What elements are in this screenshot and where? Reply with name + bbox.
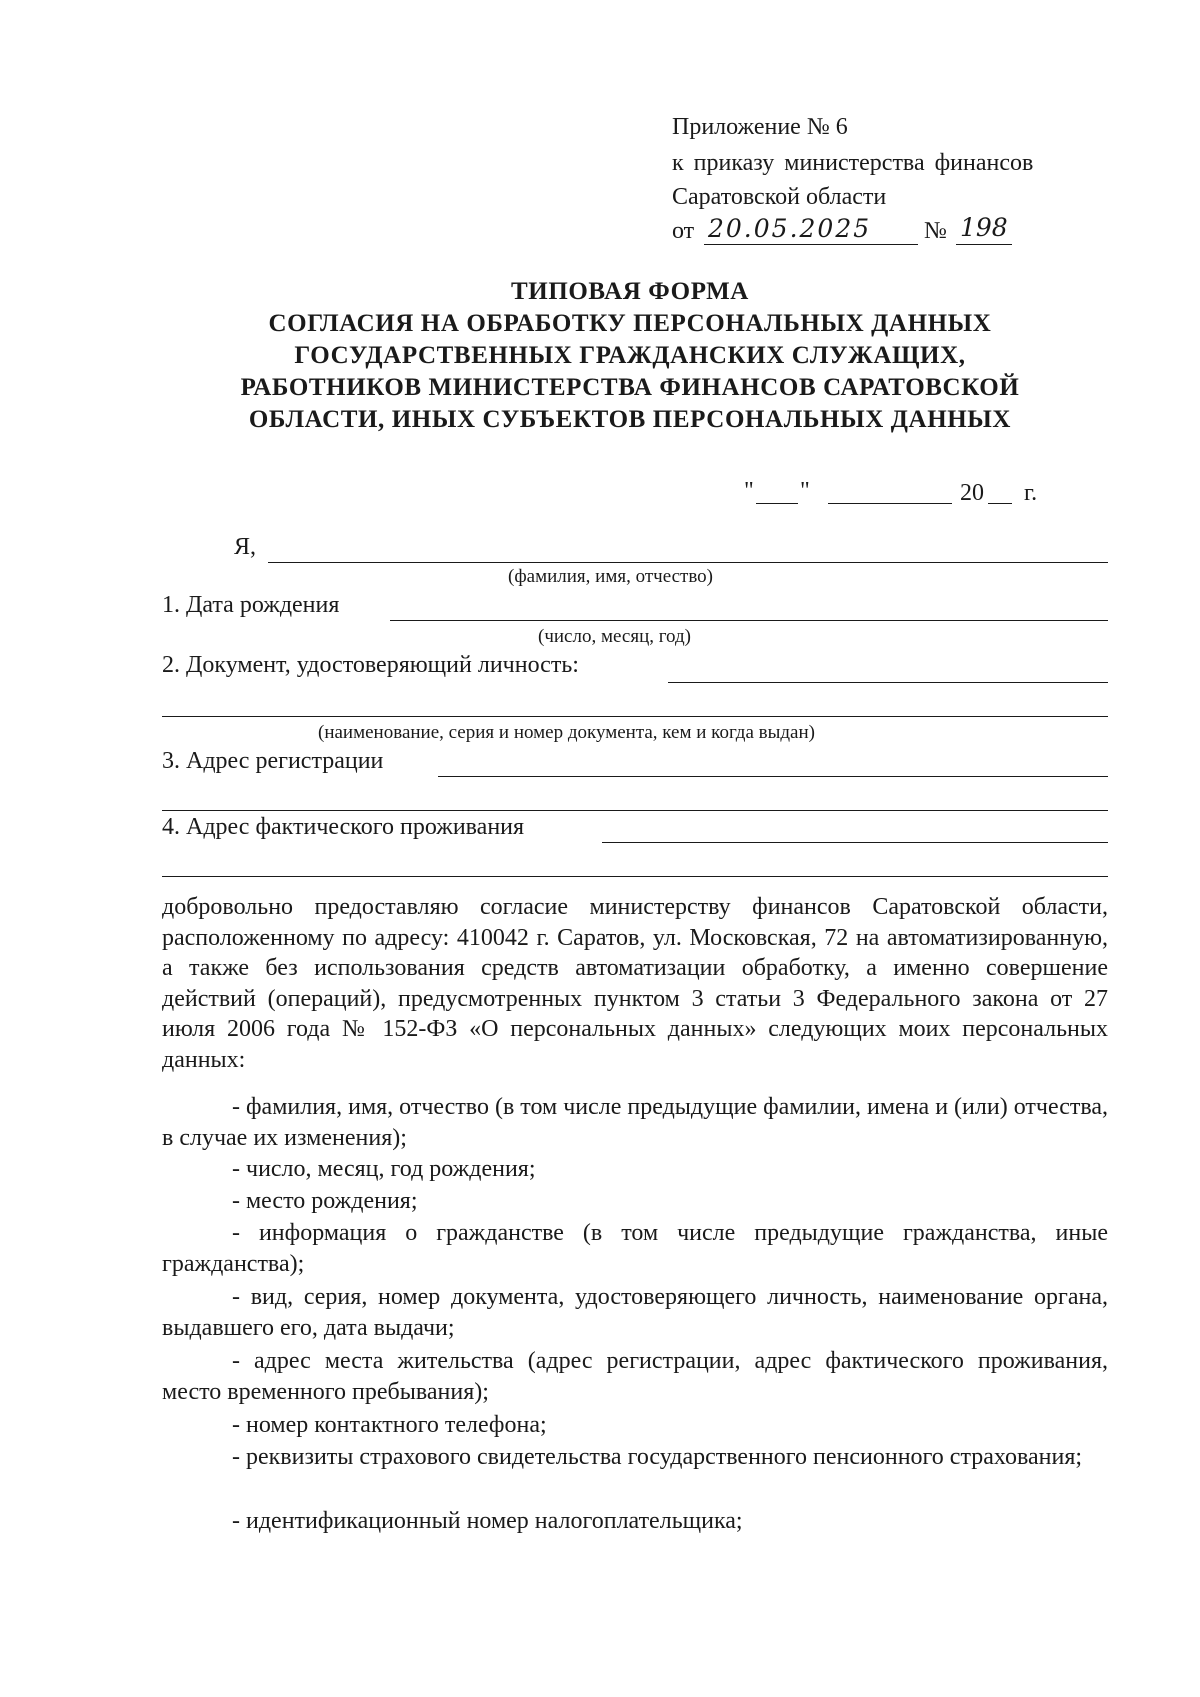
date-day-blank[interactable] [756,503,798,504]
registration-address-label: 3. Адрес регистрации [162,748,384,774]
appendix-order-line: к приказу министерства финансов [672,150,1034,176]
title-line-4: РАБОТНИКОВ МИНИСТЕРСТВА ФИНАНСОВ САРАТОВСКОЙ [240,374,1020,401]
birth-date-label: 1. Дата рождения [162,592,340,618]
list-item: - номер контактного телефона; [232,1412,547,1438]
date-year-blank[interactable] [988,503,1012,504]
list-item: - адрес места жительства (адрес регистрации, адрес фактического проживания, место временного пребывания); [162,1348,1108,1405]
i-label: Я, [234,534,257,560]
order-date-handwritten: 20.05.2025 [708,214,872,243]
list-item: - реквизиты страхового свидетельства государственного пенсионного страхования; [232,1444,1083,1470]
date-open-quote: " [744,478,754,504]
date-year-suffix: г. [1024,480,1038,506]
registration-address-blank-2[interactable] [162,810,1108,811]
actual-address-label: 4. Адрес фактического проживания [162,814,525,840]
date-close-quote: " [800,478,810,504]
date-month-blank[interactable] [828,503,952,504]
consent-intro-paragraph: добровольно предоставляю согласие министерству финансов Саратовской области, расположенному по адресу: 410042 г. Саратов, ул. Московская, 72 на автоматизированную, а также без использования средств автоматизации обработку, а именно совершение действий (операций), предусмотренных пунктом 3 статьи 3 Федерального закона от 27 июля 2006 года № 152-ФЗ «О персональных данных» следующих моих персональных данных: [162,894,1108,1073]
birth-date-caption: (число, месяц, год) [538,626,692,647]
list-item: - вид, серия, номер документа, удостоверяющего личность, наименование органа, выдавшего его, дата выдачи; [162,1284,1108,1341]
list-item: - информация о гражданстве (в том числе предыдущие гражданства, иные гражданства); [162,1220,1108,1277]
list-item: - идентификационный номер налогоплательщика; [232,1508,743,1534]
appendix-region-line: Саратовской области [672,184,887,210]
birth-date-blank[interactable] [390,620,1108,621]
appendix-number: Приложение № 6 [672,114,848,140]
id-document-blank-1[interactable] [668,682,1108,683]
id-document-caption: (наименование, серия и номер документа, кем и когда выдан) [318,722,815,743]
title-line-3: ГОСУДАРСТВЕННЫХ ГРАЖДАНСКИХ СЛУЖАЩИХ, [294,342,966,369]
title-line-1: ТИПОВАЯ ФОРМА [511,278,749,305]
id-document-label: 2. Документ, удостоверяющий личность: [162,652,579,678]
full-name-caption: (фамилия, имя, отчество) [508,566,714,587]
order-number-handwritten: 198 [960,213,1008,242]
date-year-prefix: 20 [960,480,984,506]
actual-address-blank-1[interactable] [602,842,1108,843]
appendix-from-label: от [672,218,695,244]
title-line-5: ОБЛАСТИ, ИНЫХ СУБЪЕКТОВ ПЕРСОНАЛЬНЫХ ДАННЫХ [248,406,1012,433]
id-document-blank-2[interactable] [162,716,1108,717]
order-date-underline [704,244,918,245]
list-item: - место рождения; [232,1188,418,1214]
actual-address-blank-2[interactable] [162,876,1108,877]
full-name-blank[interactable] [268,562,1108,563]
order-number-underline [956,244,1012,245]
list-item: - фамилия, имя, отчество (в том числе предыдущие фамилии, имена и (или) отчества, в случае их изменения); [162,1094,1108,1151]
registration-address-blank-1[interactable] [438,776,1108,777]
title-line-2: СОГЛАСИЯ НА ОБРАБОТКУ ПЕРСОНАЛЬНЫХ ДАННЫХ [268,310,992,337]
order-number-label: № [924,218,947,244]
list-item: - число, месяц, год рождения; [232,1156,536,1182]
